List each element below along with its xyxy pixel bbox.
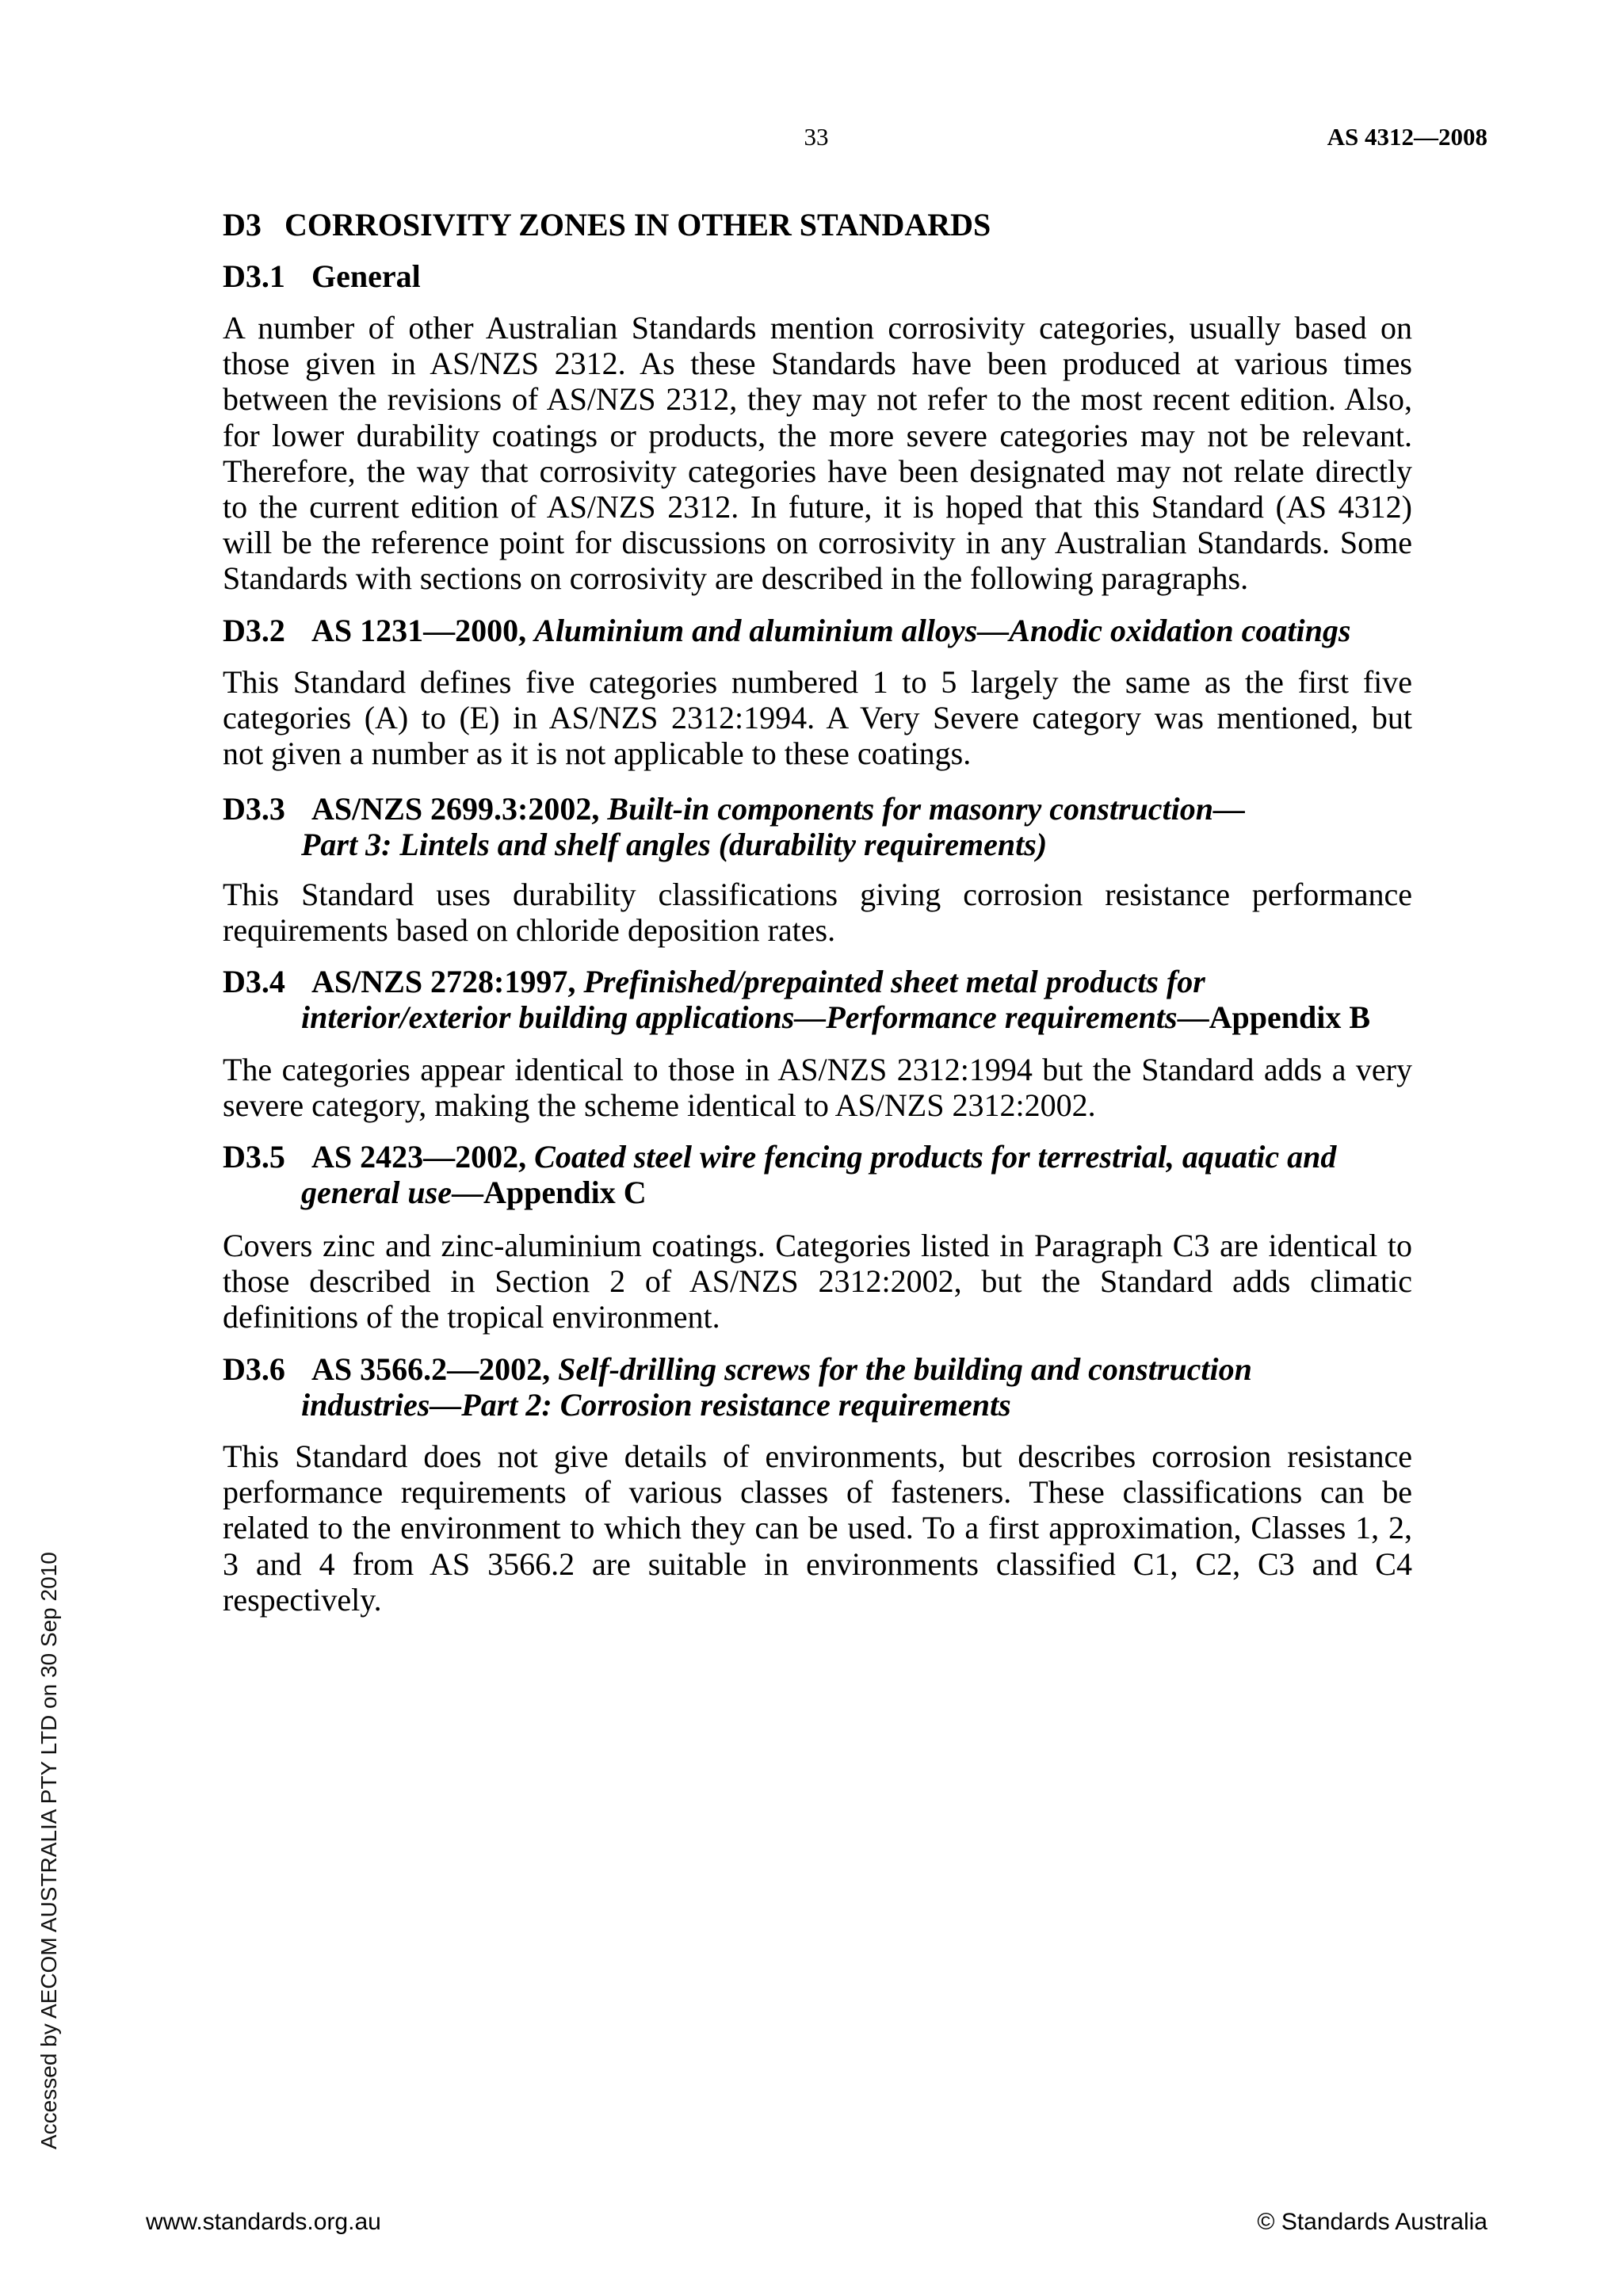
- standard-title: Self-drilling screws for the building and construction: [558, 1351, 1252, 1387]
- body-line: 3 and 4 from AS 3566.2 are suitable in environments classified C1, C2, C3 and C4: [223, 1545, 1412, 1582]
- standard-designation: AS 3566.2—2002,: [311, 1351, 551, 1387]
- body-line: definitions of the tropical environment.: [223, 1299, 720, 1335]
- standard-title: industries—Part 2: Corrosion resistance requirements: [301, 1387, 1011, 1423]
- body-line: those described in Section 2 of AS/NZS 2312:2002, but the Standard adds climatic: [223, 1263, 1412, 1300]
- page-number: 33: [804, 123, 829, 151]
- section-heading: [223, 207, 991, 243]
- body-line: This Standard defines five categories numbered 1 to 5 largely the same as the first five: [223, 664, 1412, 700]
- body-line: The categories appear identical to those in AS/NZS 2312:1994 but the Standard adds a very: [223, 1052, 1412, 1087]
- body-line: Covers zinc and zinc-aluminium coatings. Categories listed in Paragraph C3 are identical to: [223, 1228, 1412, 1263]
- standard-title: general use: [301, 1175, 452, 1211]
- standard-title: Part 3: Lintels and shelf angles (durability requirements): [301, 827, 1048, 863]
- subsection-heading-d3-5: [223, 1139, 1336, 1175]
- standard-title: Aluminium and aluminium alloys—Anodic oxidation coatings: [534, 613, 1351, 648]
- subsection-heading-d3-3: [223, 791, 1245, 827]
- body-line: A number of other Australian Standards mention corrosivity categories, usually based on: [223, 310, 1412, 346]
- body-line: performance requirements of various classes of fasteners. These classifications can be: [223, 1474, 1412, 1511]
- body-line: requirements based on chloride deposition rates.: [223, 912, 836, 949]
- body-line: categories (A) to (E) in AS/NZS 2312:1994. A Very Severe category was mentioned, but: [223, 700, 1412, 736]
- subsection-heading-d3-4: [223, 964, 1205, 999]
- body-line: related to the environment to which they can be used. To a first approximation, Classes 1, 2,: [223, 1510, 1412, 1546]
- section-title: CORROSIVITY ZONES IN OTHER STANDARDS: [285, 207, 991, 243]
- body-line: severe category, making the scheme identical to AS/NZS 2312:2002.: [223, 1087, 1096, 1124]
- body-line: This Standard uses durability classifications giving corrosion resistance performance: [223, 877, 1412, 912]
- standard-title: interior/exterior building applications—Performance requirements: [301, 999, 1178, 1036]
- access-note: Accessed by AECOM AUSTRALIA PTY LTD on 30 Sep 2010: [36, 1552, 61, 2149]
- standard-designation: AS/NZS 2699.3:2002,: [311, 791, 600, 827]
- body-line: those given in AS/NZS 2312. As these Standards have been produced at various times: [223, 346, 1412, 382]
- body-line: This Standard does not give details of environments, but describes corrosion resistance: [223, 1438, 1412, 1474]
- body-line: to the current edition of AS/NZS 2312. In future, it is hoped that this Standard (AS 4312): [223, 489, 1412, 525]
- body-line: Standards with sections on corrosivity are described in the following paragraphs.: [223, 560, 1249, 597]
- subsection-number: D3.6: [223, 1351, 285, 1387]
- subsection-number: D3.2: [223, 613, 285, 648]
- subsection-heading-d3-2: [223, 613, 1350, 648]
- subsection-number: D3.1: [223, 258, 285, 294]
- standard-title: Built-in components for masonry construction—: [607, 791, 1245, 827]
- appendix-reference: —Appendix B: [1177, 999, 1371, 1036]
- subsection-heading-continuation: [301, 1387, 1011, 1423]
- subsection-heading-d3-1: [223, 258, 421, 294]
- body-line: between the revisions of AS/NZS 2312, they may not refer to the most recent edition. Also,: [223, 381, 1412, 418]
- subsection-heading-d3-6: [223, 1351, 1252, 1387]
- standard-title: Prefinished/prepainted sheet metal products for: [583, 964, 1205, 999]
- subsection-heading-continuation: [301, 1175, 647, 1210]
- subsection-title: General: [311, 258, 421, 294]
- standard-designation-header: AS 4312—2008: [1327, 123, 1487, 151]
- standard-title: Coated steel wire fencing products for terrestrial, aquatic and: [534, 1139, 1337, 1175]
- standard-designation: AS 2423—2002,: [311, 1139, 527, 1175]
- subsection-number: D3.4: [223, 964, 285, 999]
- subsection-number: D3.5: [223, 1139, 285, 1175]
- body-line: Therefore, the way that corrosivity categories have been designated may not relate directly: [223, 453, 1412, 489]
- footer-website: www.standards.org.au: [146, 2209, 381, 2235]
- footer-copyright: © Standards Australia: [1257, 2209, 1487, 2235]
- body-line: will be the reference point for discussions on corrosivity in any Australian Standards. Some: [223, 525, 1412, 561]
- appendix-reference: —Appendix C: [452, 1175, 647, 1211]
- body-line: not given a number as it is not applicable to these coatings.: [223, 735, 972, 772]
- subsection-heading-continuation: [301, 999, 1370, 1035]
- body-line: for lower durability coatings or products, the more severe categories may not be relevant.: [223, 417, 1412, 453]
- standard-designation: AS/NZS 2728:1997,: [311, 964, 576, 999]
- body-line: respectively.: [223, 1581, 382, 1618]
- section-number: D3: [223, 207, 262, 243]
- subsection-heading-continuation: [301, 827, 1047, 862]
- standard-designation: AS 1231—2000,: [311, 613, 527, 648]
- subsection-number: D3.3: [223, 791, 285, 827]
